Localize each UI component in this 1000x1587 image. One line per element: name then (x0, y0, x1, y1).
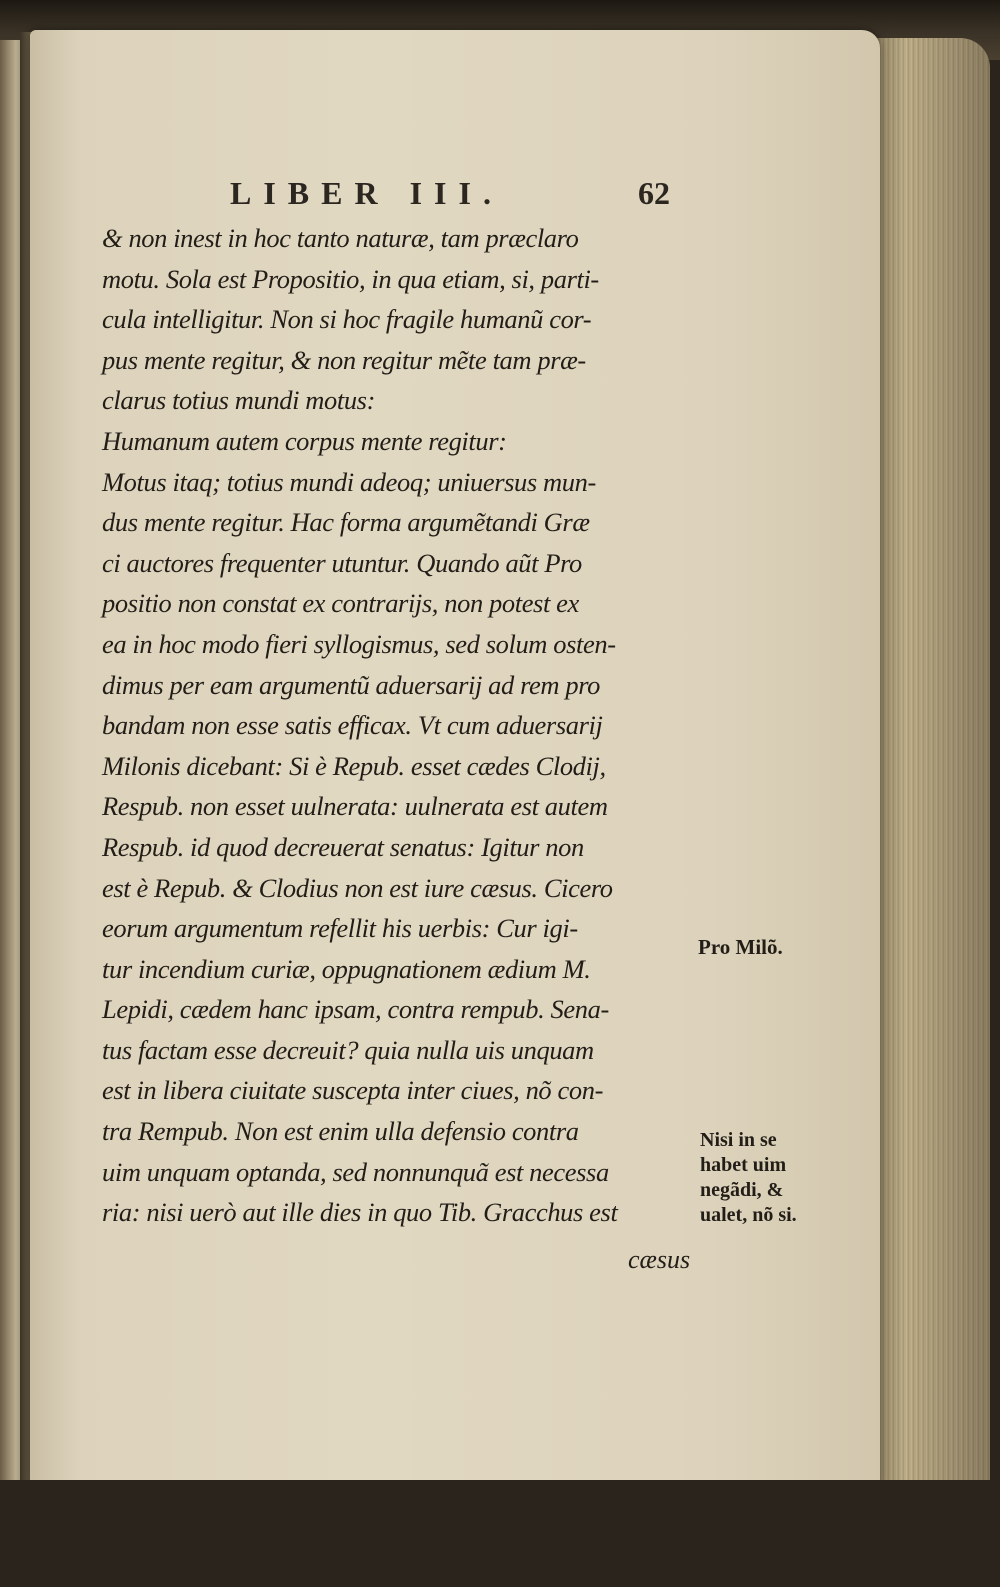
text-line: ci auctores frequenter utuntur. Quando aũt Pro (102, 547, 582, 578)
text-line: Lepidi, cædem hanc ipsam, contra rempub. Sena- (102, 994, 609, 1025)
marginal-line: habet uim (700, 1154, 787, 1176)
page-number: 62 (638, 175, 670, 211)
text-line: eorum argumentum refellit his uerbis: Cur igi- (102, 913, 578, 944)
text-line: bandam non esse satis efficax. Vt cum aduersarij (102, 710, 603, 741)
text-line: Humanum autem corpus mente regitur: (102, 425, 507, 456)
text-line: uim unquam optanda, sed nonnunquã est necessa (102, 1156, 609, 1187)
marginal-line: negãdi, & (700, 1179, 784, 1201)
text-line: tur incendium curiæ, oppugnationem ædium M. (102, 953, 591, 984)
text-line: dus mente regitur. Hac forma argumẽtandi Græ (102, 507, 590, 538)
text-line: cula intelligitur. Non si hoc fragile humanũ cor- (102, 304, 592, 335)
text-line: dimus per eam argumentũ aduersarij ad rem pro (102, 669, 600, 700)
text-line: tus factam esse decreuit? quia nulla uis unquam (102, 1034, 594, 1065)
text-line: est in libera ciuitate suscepta inter ciues, nõ con- (102, 1075, 603, 1106)
book-page (30, 30, 880, 1490)
text-line: tra Rempub. Non est enim ulla defensio contra (102, 1116, 579, 1147)
text-line: ea in hoc modo fieri syllogismus, sed solum osten- (102, 628, 616, 659)
text-line: Respub. non esset uulnerata: uulnerata est autem (102, 791, 608, 822)
text-line: Motus itaq; totius mundi adeoq; uniuersus mun- (102, 466, 596, 497)
catchword: cæsus (628, 1245, 691, 1274)
text-line: pus mente regitur, & non regitur mẽte tam præ- (102, 344, 586, 375)
text-line: positio non constat ex contrarijs, non potest ex (102, 588, 579, 619)
marginal-line: ualet, nõ si. (700, 1204, 797, 1226)
marginal-note-nisi (700, 1128, 830, 1228)
marginal-note-pro-milone: Pro Milõ. (698, 935, 783, 959)
running-title: LIBER III. (230, 175, 503, 211)
text-line: est è Repub. & Clodius non est iure cæsus. Cicero (102, 872, 613, 903)
text-line: ria: nisi uerò aut ille dies in quo Tib. Gracchus est (102, 1197, 618, 1228)
text-line: Milonis dicebant: Si è Repub. esset cædes Clodij, (102, 750, 606, 781)
running-head (230, 175, 670, 215)
text-line: clarus totius mundi motus: (102, 385, 376, 416)
text-line: motu. Sola est Propositio, in qua etiam, si, parti- (102, 263, 599, 294)
text-line: Respub. id quod decreuerat senatus: Igitur non (102, 831, 584, 862)
text-line: & non inest in hoc tanto naturæ, tam præclaro (102, 223, 579, 253)
background-bottom (0, 1480, 1000, 1587)
marginal-line: Nisi in se (700, 1129, 777, 1151)
main-text (102, 218, 692, 1233)
